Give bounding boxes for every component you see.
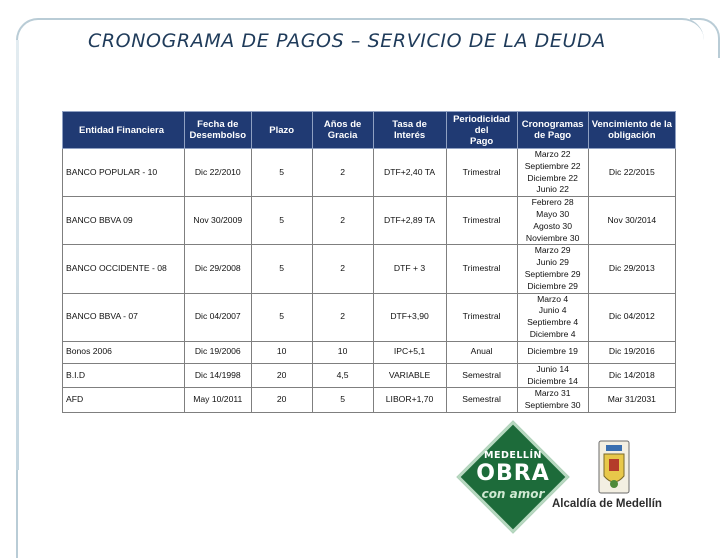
cell-gracia: 5: [312, 388, 373, 413]
cell-tasa: DTF + 3: [373, 245, 446, 293]
cronograma-date: Diciembre 29: [527, 280, 578, 291]
header-tasa: Tasa de Interés: [373, 112, 446, 149]
cell-vencimiento: Dic 22/2015: [588, 149, 675, 197]
header-cronogramas-line2: de Pago: [534, 130, 572, 141]
cell-fecha: Dic 22/2010: [184, 149, 251, 197]
header-vencimiento-line2: obligación: [608, 130, 656, 141]
cronograma-date: Septiembre 29: [524, 268, 581, 279]
header-periodicidad-line2: Pago: [469, 135, 494, 147]
cell-plazo: 20: [251, 388, 312, 413]
cell-plazo: 5: [251, 293, 312, 341]
cell-plazo: 20: [251, 363, 312, 388]
cell-cronograma: [517, 149, 588, 197]
table-row: [63, 363, 676, 388]
cell-gracia: 2: [312, 293, 373, 341]
cronograma-date: Diciembre 14: [527, 375, 578, 386]
header-cronogramas-line1: Cronogramas: [521, 119, 584, 130]
cell-fecha: Dic 29/2008: [184, 245, 251, 293]
header-vencimiento: [588, 112, 675, 149]
cronograma-date: Junio 22: [536, 184, 569, 195]
cronograma-date: Septiembre 30: [524, 400, 581, 411]
cell-gracia: 10: [312, 341, 373, 363]
cell-plazo: 10: [251, 341, 312, 363]
cell-gracia: 2: [312, 149, 373, 197]
cell-vencimiento: Dic 29/2013: [588, 245, 675, 293]
cronograma-date: Diciembre 4: [529, 328, 576, 339]
cell-entidad: BANCO OCCIDENTE - 08: [63, 245, 185, 293]
table-header-row: [63, 112, 676, 149]
cell-entidad: Bonos 2006: [63, 341, 185, 363]
cell-entidad: AFD: [63, 388, 185, 413]
cell-gracia: 2: [312, 245, 373, 293]
table-row: [63, 293, 676, 341]
coat-of-arms-icon: [598, 440, 630, 494]
cell-tasa: VARIABLE: [373, 363, 446, 388]
cell-entidad: B.I.D: [63, 363, 185, 388]
cell-tasa: DTF+3,90: [373, 293, 446, 341]
cronograma-date: Marzo 4: [537, 293, 569, 304]
table-row: [63, 245, 676, 293]
table-row: [63, 341, 676, 363]
header-fecha-line1: Fecha de: [197, 119, 239, 130]
cell-gracia: 2: [312, 197, 373, 245]
table-row: [63, 388, 676, 413]
header-periodicidad-line1: Periodicidad del: [453, 113, 511, 136]
header-periodicidad: [446, 112, 517, 149]
slide-accent-bar: [16, 40, 19, 470]
cell-cronograma: [517, 293, 588, 341]
cell-plazo: 5: [251, 197, 312, 245]
cronograma-date: Diciembre 19: [527, 346, 578, 357]
cell-periodicidad: Trimestral: [446, 293, 517, 341]
cell-gracia: 4,5: [312, 363, 373, 388]
header-fecha: [184, 112, 251, 149]
cronograma-date: Marzo 29: [534, 245, 571, 256]
cell-periodicidad: Trimestral: [446, 149, 517, 197]
logo-text-obra: OBRA: [476, 461, 550, 486]
table-row: [63, 149, 676, 197]
cell-periodicidad: Trimestral: [446, 245, 517, 293]
cell-tasa: DTF+2,89 TA: [373, 197, 446, 245]
cell-tasa: LIBOR+1,70: [373, 388, 446, 413]
cell-periodicidad: Semestral: [446, 388, 517, 413]
cell-entidad: BANCO BBVA - 07: [63, 293, 185, 341]
alcaldia-label: Alcaldía de Medellín: [552, 498, 662, 510]
cell-fecha: May 10/2011: [184, 388, 251, 413]
logo-text-medellin: MEDELLÍN: [484, 450, 542, 461]
cell-tasa: DTF+2,40 TA: [373, 149, 446, 197]
cronograma-date: Febrero 28: [531, 197, 574, 208]
cell-plazo: 5: [251, 245, 312, 293]
header-entidad: Entidad Financiera: [63, 112, 185, 149]
cell-vencimiento: Dic 14/2018: [588, 363, 675, 388]
cronograma-date: Junio 29: [536, 257, 569, 268]
cell-periodicidad: Trimestral: [446, 197, 517, 245]
cell-cronograma: [517, 197, 588, 245]
cell-plazo: 5: [251, 149, 312, 197]
alcaldia-logo: [548, 440, 688, 520]
cell-cronograma: [517, 341, 588, 363]
header-vencimiento-line1: Vencimiento de la: [591, 119, 672, 130]
cronograma-date: Noviembre 30: [525, 232, 580, 243]
page-title: CRONOGRAMA DE PAGOS – SERVICIO DE LA DEUDA: [88, 30, 606, 52]
cell-vencimiento: Nov 30/2014: [588, 197, 675, 245]
cell-cronograma: [517, 245, 588, 293]
cell-fecha: Dic 04/2007: [184, 293, 251, 341]
header-fecha-line2: Desembolso: [189, 130, 247, 141]
payment-schedule-table: [62, 111, 676, 413]
header-gracia: [312, 112, 373, 149]
cell-periodicidad: Semestral: [446, 363, 517, 388]
cell-fecha: Dic 14/1998: [184, 363, 251, 388]
cronograma-date: Septiembre 4: [527, 317, 579, 328]
cronograma-date: Septiembre 22: [524, 160, 581, 171]
logo-text-con-amor: con amor: [481, 487, 545, 501]
cell-fecha: Nov 30/2009: [184, 197, 251, 245]
cell-periodicidad: Anual: [446, 341, 517, 363]
cronograma-date: Marzo 22: [534, 149, 571, 159]
cell-vencimiento: Mar 31/2031: [588, 388, 675, 413]
cronograma-date: Junio 14: [536, 363, 569, 374]
cell-cronograma: [517, 388, 588, 413]
header-gracia-line1: Años de: [323, 119, 362, 130]
cronograma-date: Diciembre 22: [527, 172, 578, 183]
cell-tasa: IPC+5,1: [373, 341, 446, 363]
cronograma-date: Junio 4: [538, 305, 567, 316]
cell-vencimiento: Dic 04/2012: [588, 293, 675, 341]
cronograma-date: Agosto 30: [533, 220, 572, 231]
header-gracia-line2: Gracia: [327, 130, 358, 141]
cell-cronograma: [517, 363, 588, 388]
cell-vencimiento: Dic 19/2016: [588, 341, 675, 363]
cell-fecha: Dic 19/2006: [184, 341, 251, 363]
cell-entidad: BANCO BBVA 09: [63, 197, 185, 245]
cell-entidad: BANCO POPULAR - 10: [63, 149, 185, 197]
cronograma-date: Mayo 30: [536, 208, 570, 219]
table-row: [63, 197, 676, 245]
header-cronogramas: [517, 112, 588, 149]
cronograma-date: Marzo 31: [534, 388, 571, 399]
header-plazo: Plazo: [251, 112, 312, 149]
slide-frame-corner: [690, 18, 720, 58]
